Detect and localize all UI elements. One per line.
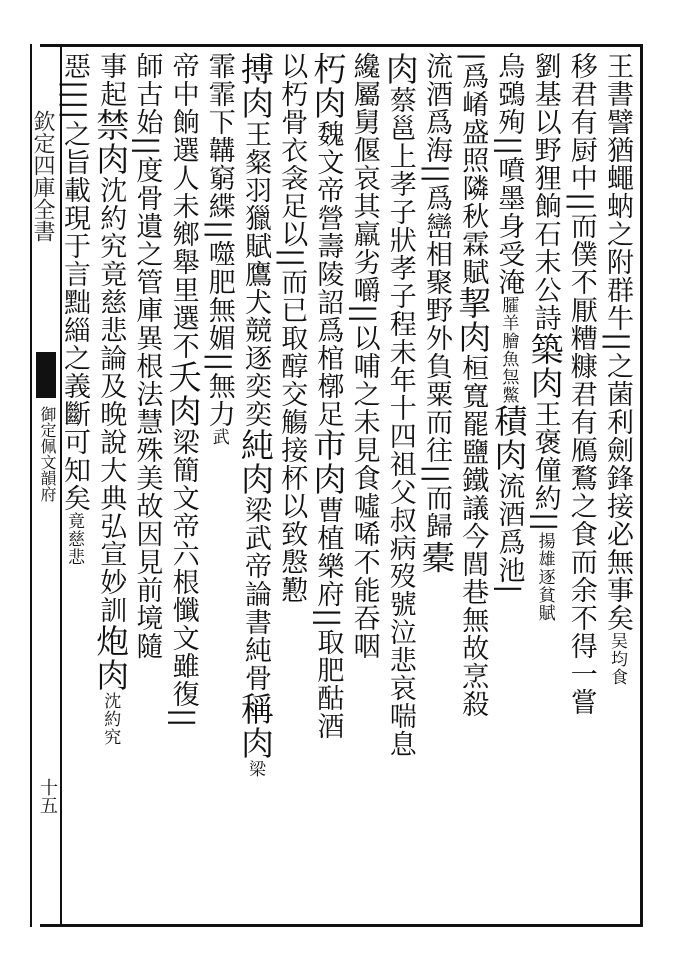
body-text: 移君有厨中||而僕不厭糟糠君有鴈鶩之食而余不得一嘗 <box>565 52 597 717</box>
body-text: 梁武帝論書純骨 <box>240 496 271 692</box>
body-text: 魏文帝營壽陵詔爲棺槨足 <box>312 120 344 428</box>
body-text: 相聚野外負粟而往||而歸 <box>421 240 452 541</box>
book-subtitle: 御定佩文韻府 <box>38 406 57 502</box>
side-margin <box>0 52 60 952</box>
text-column <box>417 52 456 932</box>
entry-heading: 積肉 <box>489 404 529 473</box>
entry-heading: 炮肉 <box>91 624 131 692</box>
body-text: 桓寬罷鹽鐵議今閭巷無故烹殺 <box>457 354 489 719</box>
text-column <box>600 52 634 932</box>
body-text: 霏霏下韝窮緤||噬肥 <box>203 52 235 297</box>
body-text: 無媚||無力 <box>203 296 235 429</box>
body-text: 曹植樂府||取肥酤酒 <box>312 496 344 741</box>
entry-heading: 禁肉 <box>91 108 131 176</box>
annotation-text: 沈約究 <box>100 692 121 746</box>
text-column <box>564 52 598 932</box>
body-text: 流酒爲池| <box>493 472 525 595</box>
body-text: 劉基以野狸餉石末公詩 <box>529 52 561 332</box>
text-column <box>308 52 348 932</box>
body-text: 沈約究竟慈悲論及晚說大典弘宣妙訓 <box>95 176 127 624</box>
text-column <box>163 52 203 932</box>
right-border <box>640 44 643 927</box>
body-text: |爲崤盛照隣秋霖賦 <box>457 52 489 287</box>
margin-black-block <box>36 352 56 398</box>
text-column <box>489 52 529 932</box>
body-text: 以朽骨衣衾足以||而已 <box>276 52 308 325</box>
body-text: 梁簡文帝六根懺文雖復|| <box>167 428 199 729</box>
annotation-text: 竟慈悲 <box>64 512 84 567</box>
entry-heading: 夭肉 <box>163 360 203 428</box>
annotation-text: 梁 <box>245 760 265 778</box>
text-column <box>236 52 275 932</box>
text-column <box>347 52 381 932</box>
entry-heading: 肉 <box>380 52 420 86</box>
book-title: 欽定四庫全書 <box>30 110 55 242</box>
entry-heading: 市肉 <box>308 428 348 496</box>
entry-heading: 挈肉 <box>453 286 493 355</box>
body-text: 王褒僮約|| <box>529 400 561 533</box>
annotation-text: 臛羊膾魚炰鱉 <box>498 296 519 405</box>
folio-number: 十五 <box>37 778 58 814</box>
body-text: 王粲羽獵賦鷹犬競逐奕奕 <box>240 120 271 428</box>
entry-heading: 純肉 <box>236 428 275 496</box>
text-column <box>380 52 420 932</box>
annotation-text: 吴均食 <box>607 632 627 687</box>
body-text: 王書譬猶蠅蚋之附群牛||之菌利劍鋒接必無事矣 <box>602 52 633 633</box>
entry-heading: 橐 <box>417 540 456 575</box>
text-column <box>91 52 131 932</box>
text-column <box>274 52 308 932</box>
annotation-text: 揚雄逐貧賦 <box>534 532 555 623</box>
entry-heading: 搏肉 <box>236 52 275 120</box>
entry-heading: 稱肉 <box>236 692 275 760</box>
text-column <box>57 52 91 932</box>
text-column <box>202 52 236 932</box>
body-text: 異根法慧殊美故因見前境隨 <box>131 324 163 661</box>
body-text: 蔡邕上孝子狀孝子程未年十四祖父叔病歿號泣悲哀喘息 <box>384 86 416 758</box>
body-text: 帝中餉選人未鄉舉里選不 <box>167 52 199 360</box>
entry-heading: 築肉 <box>525 332 565 400</box>
body-text: 流酒爲海||爲巒 <box>421 52 452 241</box>
body-text: 惡||||之旨載現于言黜緇之義斷可知矣 <box>59 52 90 513</box>
text-column <box>453 52 493 932</box>
body-text: 取醇交觴接杯以致慇懃 <box>276 324 308 605</box>
body-text: 烏鵶殉||噴墨身受淹 <box>493 52 525 297</box>
text-column <box>129 52 163 932</box>
annotation-text: 武 <box>208 428 229 447</box>
body-text: 師古始||度骨遺之管庫 <box>131 52 163 325</box>
body-text: 事起 <box>95 52 127 108</box>
text-column <box>525 52 565 932</box>
entry-heading: 朽肉 <box>308 52 348 120</box>
top-border <box>40 44 642 47</box>
body-text: 纔屬舅偃哀其羸劣嚼||以哺之未見食噓唏不能吞咽 <box>348 52 380 661</box>
